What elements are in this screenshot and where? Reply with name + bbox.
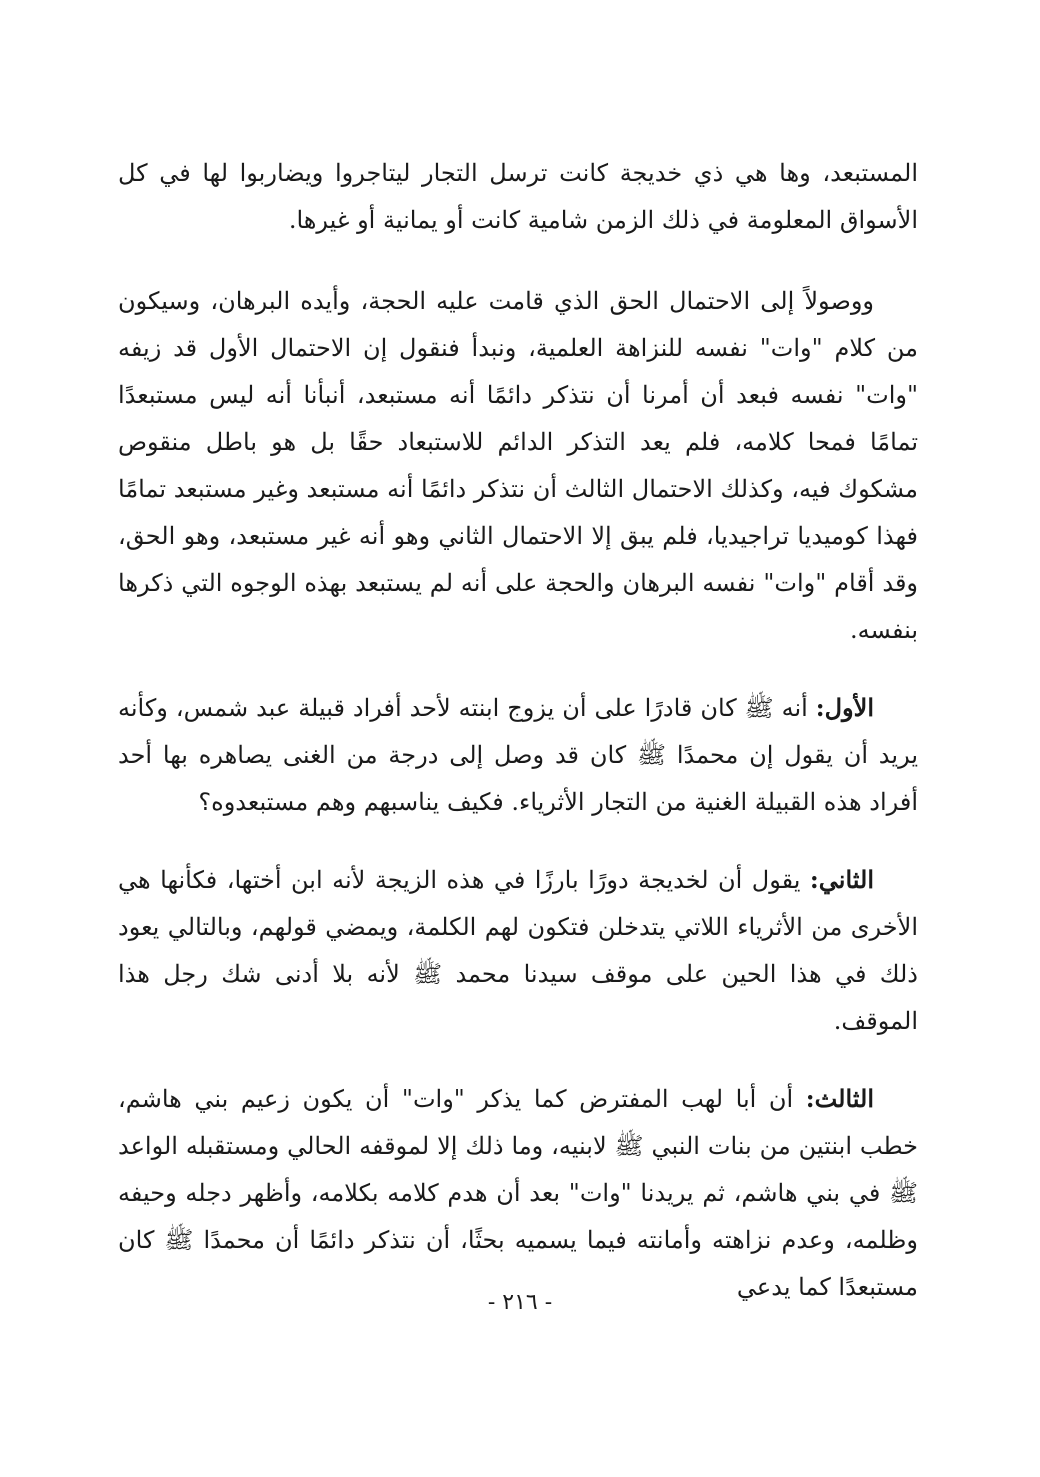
paragraph-intro: [118, 278, 918, 654]
paragraph-lead: الثالث:: [805, 1084, 874, 1113]
paragraph-text: المستبعد، وها هي ذي خديجة كانت ترسل التجار ليتاجروا ويضاربوا لها في كل الأسواق المعلومة في ذلك الزمن شامية كانت أو يمانية أو غيرها.: [118, 159, 918, 234]
paragraph-second-point: [118, 856, 918, 1045]
paragraph-lead: الأول:: [815, 693, 874, 722]
paragraph-first-point: [118, 684, 918, 826]
page-number: - ٢١٦ -: [487, 1290, 553, 1315]
paragraph-continuation: [118, 150, 918, 244]
paragraph-third-point: [118, 1075, 918, 1311]
paragraph-text: يقول أن لخديجة دورًا بارزًا في هذه الزيجة لأنه ابن أختها، فكأنها هي الأخرى من الأثرياء اللاتي يتدخلن فتكون لهم الكلمة، ويمضي قولهم، وبالتالي يعود ذلك في هذا الحين على موقف سيدنا محمد ﷺ لأنه بلا أدنى شك رجل هذا الموقف.: [118, 866, 918, 1035]
paragraph-lead: الثاني:: [809, 865, 874, 894]
paragraph-text: ووصولاً إلى الاحتمال الحق الذي قامت عليه الحجة، وأيده البرهان، وسيكون من كلام "وات" نفسه للنزاهة العلمية، ونبدأ فنقول إن الاحتمال الأول قد زيفه "وات" نفسه فبعد أن أمرنا أن نتذكر دائمًا أنه مستبعد، أنبأنا أنه ليس مستبعدًا تمامًا فمحا كلامه، فلم يعد التذكر الدائم للاستبعاد حقًا بل هو باطل منقوص مشكوك فيه، وكذلك الاحتمال الثالث أن نتذكر دائمًا أنه مستبعد وغير مستبعد تمامًا فهذا كوميديا تراجيديا، فلم يبق إلا الاحتمال الثاني وهو أنه غير مستبعد، وهو الحق، وقد أقام "وات" نفسه البرهان والحجة على أنه لم يستبعد بهذه الوجوه التي ذكرها بنفسه.: [118, 287, 919, 644]
paragraph-text: أنه ﷺ كان قادرًا على أن يزوج ابنته لأحد أفراد قبيلة عبد شمس، وكأنه يريد أن يقول إن محمدًا ﷺ كان قد وصل إلى درجة من الغنى يصاهره بها أحد أفراد هذه القبيلة الغنية من التجار الأثرياء. فكيف يناسبهم وهم مستبعدوه؟: [118, 694, 918, 816]
document-body: [118, 150, 918, 1341]
paragraph-text: أن أبا لهب المفترض كما يذكر "وات" أن يكون زعيم بني هاشم، خطب ابنتين من بنات النبي ﷺ لابنيه، وما ذلك إلا لموقفه الحالي ومستقبله الواعد ﷺ في بني هاشم، ثم يريدنا "وات" بعد أن هدم كلامه بكلامه، وأظهر دجله وحيفه وظلمه، وعدم نزاهته وأمانته فيما يسميه بحثًا، أن نتذكر دائمًا أن محمدًا ﷺ كان مستبعدًا كما يدعي: [118, 1085, 918, 1301]
